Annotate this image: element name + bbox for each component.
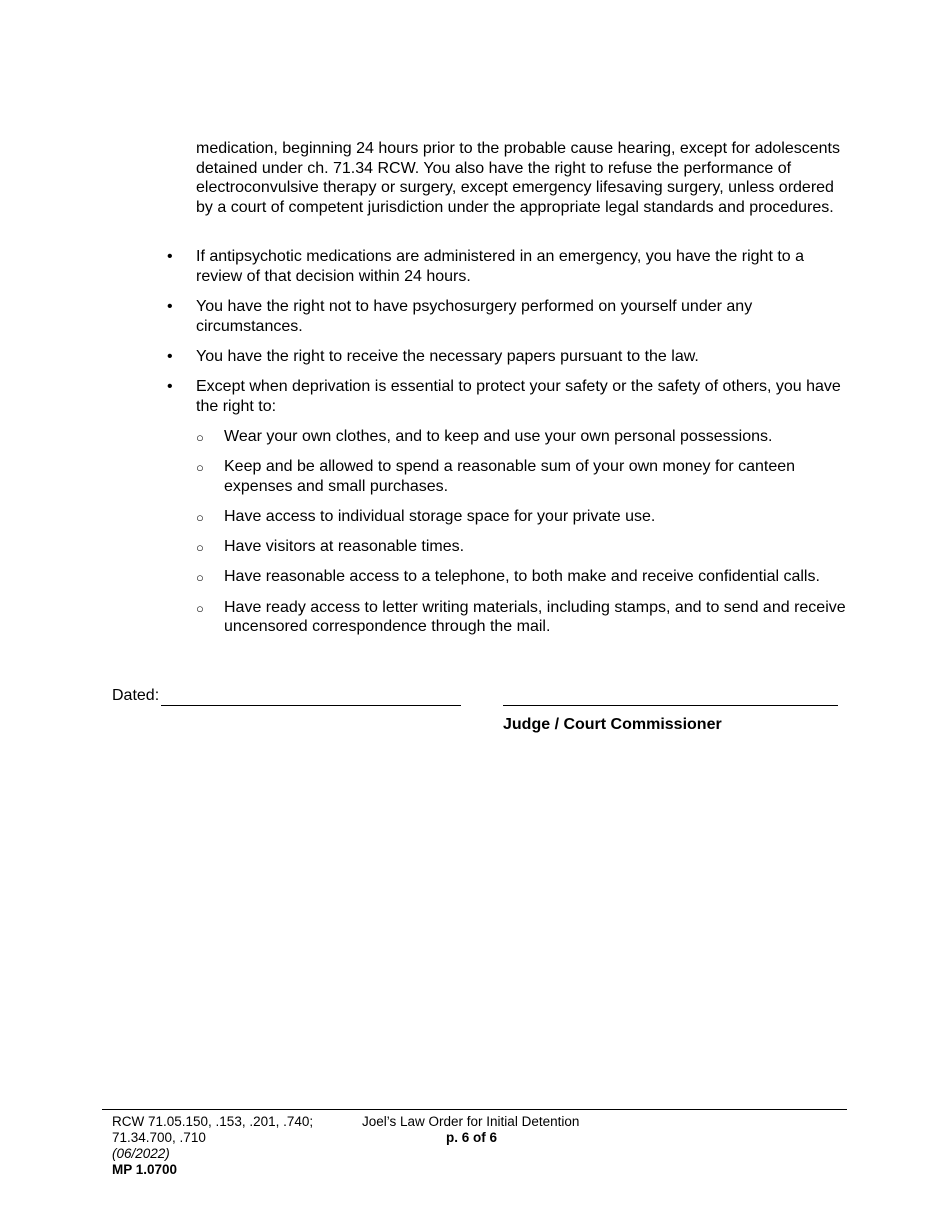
- circle-bullet-marker: ○: [196, 429, 204, 445]
- bullet-marker: •: [167, 347, 173, 365]
- footer-form-title: Joel’s Law Order for Initial Detention: [362, 1114, 580, 1129]
- footer-form-number: MP 1.0700: [112, 1162, 178, 1177]
- sub-list-item: [0, 507, 950, 527]
- list-item-text: You have the right not to have psychosurgery performed on yourself under any circumstances.: [196, 297, 753, 335]
- bullet-marker: •: [167, 248, 173, 265]
- list-item-text: Except when deprivation is essential to protect your safety or the safety of others, you have the right to:: [196, 378, 841, 415]
- sub-list-item: [0, 598, 950, 637]
- list-item: [0, 297, 950, 336]
- footer-divider: [102, 1109, 847, 1110]
- sub-list-item-text: Have visitors at reasonable times.: [224, 538, 465, 556]
- judge-signature-line[interactable]: [503, 705, 838, 706]
- sub-list-item-text: Have reasonable access to a telephone, to both make and receive confidential calls.: [224, 568, 820, 586]
- list-item-text: If antipsychotic medications are administered in an emergency, you have the right to a review of that decision within 24 hours.: [196, 248, 805, 285]
- circle-bullet-marker: ○: [196, 510, 204, 526]
- circle-bullet-marker: ○: [196, 460, 204, 476]
- list-item: [0, 347, 950, 367]
- sub-list-item: [0, 567, 950, 587]
- circle-bullet-marker: ○: [196, 570, 204, 586]
- list-item-text: You have the right to receive the necessary papers pursuant to the law.: [196, 347, 699, 365]
- sub-list-item-text: Keep and be allowed to spend a reasonable sum of your own money for canteen expenses and small purchases.: [224, 458, 796, 495]
- dated-label: Dated:: [112, 687, 160, 704]
- footer-revision-date: (06/2022): [112, 1146, 170, 1161]
- list-item: [0, 247, 950, 286]
- date-signature-line[interactable]: [161, 705, 461, 706]
- sub-list-item: [0, 457, 950, 496]
- footer-page-number: p. 6 of 6: [446, 1130, 498, 1145]
- signer-title: Judge / Court Commissioner: [503, 716, 722, 733]
- sub-list-item-text: Have ready access to letter writing materials, including stamps, and to send and receive uncensored correspondence through the mail.: [224, 598, 846, 636]
- footer-rcw-line1: RCW 71.05.150, .153, .201, .740;: [112, 1114, 314, 1129]
- sub-list-item-text: Wear your own clothes, and to keep and use your own personal possessions.: [224, 427, 773, 445]
- bullet-marker: •: [167, 378, 173, 396]
- continuation-paragraph: medication, beginning 24 hours prior to the probable cause hearing, except for adolescents detained under ch. 71.34 RCW. You also have the right to refuse the performance of electroconvulsive therapy or surgery, except emergency lifesaving surgery, unless ordered by a court of competent jurisdiction under the appropriate legal standards and procedures.: [196, 140, 840, 217]
- bullet-marker: •: [167, 297, 173, 315]
- circle-bullet-marker: ○: [196, 540, 204, 556]
- list-item: [0, 377, 950, 416]
- sub-list-item: [0, 537, 950, 557]
- circle-bullet-marker: ○: [196, 600, 204, 616]
- footer-rcw-line2: 71.34.700, .710: [112, 1130, 206, 1145]
- sub-list-item: [0, 427, 950, 447]
- sub-list-item-text: Have access to individual storage space for your private use.: [224, 508, 656, 526]
- rights-list: [0, 247, 950, 648]
